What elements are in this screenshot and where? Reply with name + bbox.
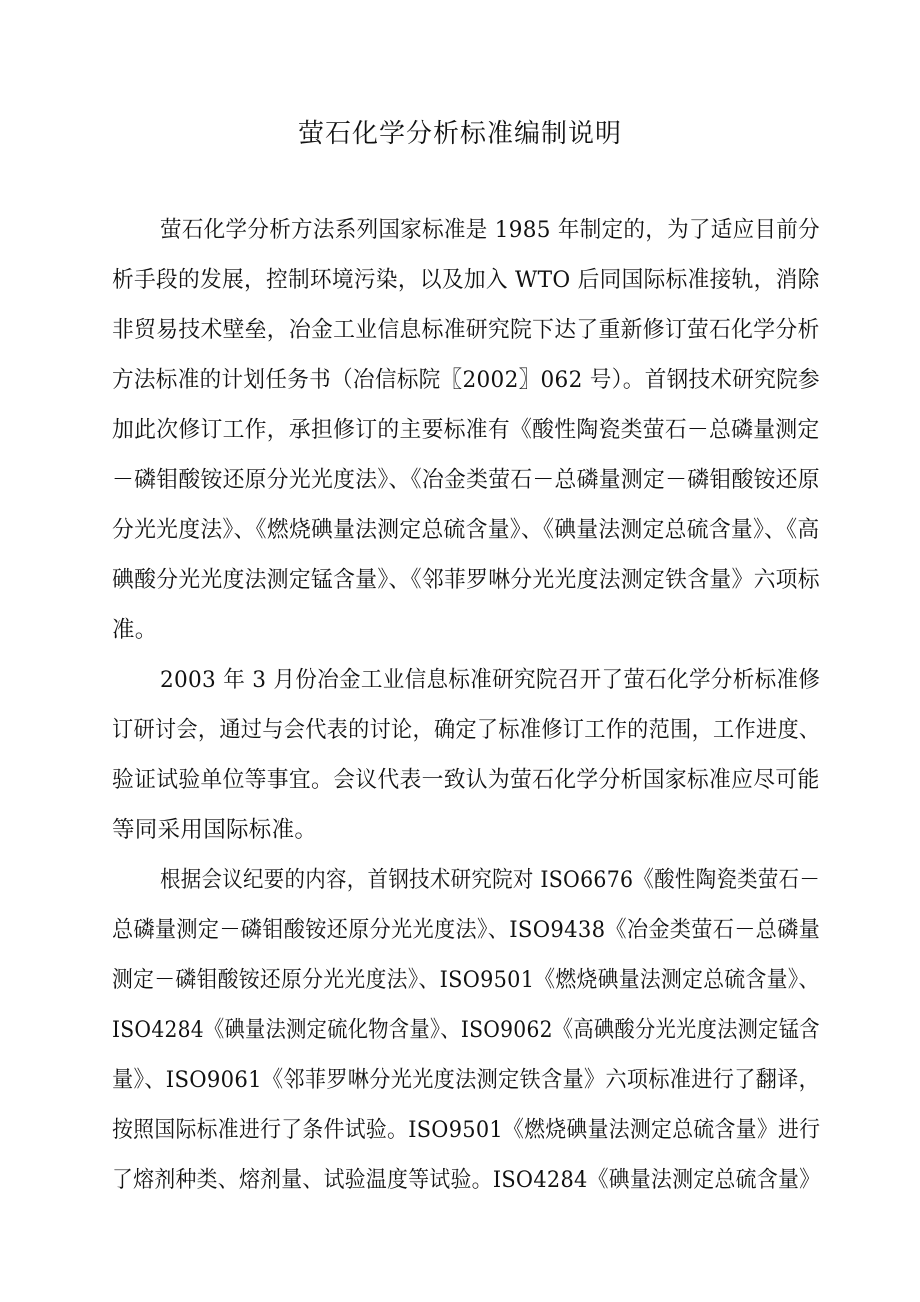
paragraph-3-line-1: 根据会议纪要的内容，首钢技术研究院对 ISO6676《酸性陶瓷类萤石－ [160, 867, 821, 893]
paragraph-3-line-4: ISO4284《碘量法测定硫化物含量》、ISO9062《高碘酸分光光度法测定锰含 [112, 1017, 820, 1043]
paragraph-2-line-3: 验证试验单位等事宜。会议代表一致认为萤石化学分析国家标准应尽可能 [112, 767, 820, 793]
paragraph-1-line-8: 碘酸分光光度法测定锰含量》、《邻菲罗啉分光光度法测定铁含量》六项标 [112, 567, 820, 593]
paragraph-1-line-4: 方法标准的计划任务书（冶信标院〖2002〗062 号）。首钢技术研究院参 [112, 367, 820, 393]
paragraph-1-line-3: 非贸易技术壁垒，冶金工业信息标准研究院下达了重新修订萤石化学分析 [112, 317, 820, 343]
paragraph-1-line-1: 萤石化学分析方法系列国家标准是 1985 年制定的，为了适应目前分 [160, 217, 820, 243]
paragraph-3-line-5: 量》、ISO9061《邻菲罗啉分光光度法测定铁含量》六项标准进行了翻译， [112, 1067, 821, 1093]
paragraph-3-line-7: 了熔剂种类、熔剂量、试验温度等试验。ISO4284《碘量法测定总硫含量》 [112, 1167, 821, 1193]
paragraph-3-line-3: 测定－磷钼酸铵还原分光光度法》、ISO9501《燃烧碘量法测定总硫含量》、 [112, 967, 820, 993]
paragraph-1-line-7: 分光光度法》、《燃烧碘量法测定总硫含量》、《碘量法测定总硫含量》、《高 [112, 517, 820, 543]
paragraph-1-line-2: 析手段的发展，控制环境污染，以及加入 WTO 后同国际标准接轨，消除 [112, 267, 820, 293]
document-title: 萤石化学分析标准编制说明 [297, 119, 622, 149]
paragraph-1-line-5: 加此次修订工作，承担修订的主要标准有《酸性陶瓷类萤石－总磷量测定 [112, 417, 820, 443]
paragraph-2-line-1: 2003 年 3 月份冶金工业信息标准研究院召开了萤石化学分析标准修 [160, 667, 821, 693]
paragraph-1-line-6: －磷钼酸铵还原分光光度法》、《冶金类萤石－总磷量测定－磷钼酸铵还原 [112, 467, 820, 493]
paragraph-3-line-2: 总磷量测定－磷钼酸铵还原分光光度法》、ISO9438《冶金类萤石－总磷量 [112, 917, 821, 943]
paragraph-2-line-4: 等同采用国际标准。 [112, 817, 318, 843]
paragraph-3-line-6: 按照国际标准进行了条件试验。ISO9501《燃烧碘量法测定总硫含量》进行 [112, 1117, 821, 1143]
paragraph-2-line-2: 订研讨会，通过与会代表的讨论，确定了标准修订工作的范围，工作进度、 [112, 717, 821, 743]
paragraph-1-line-9: 准。 [112, 617, 158, 643]
